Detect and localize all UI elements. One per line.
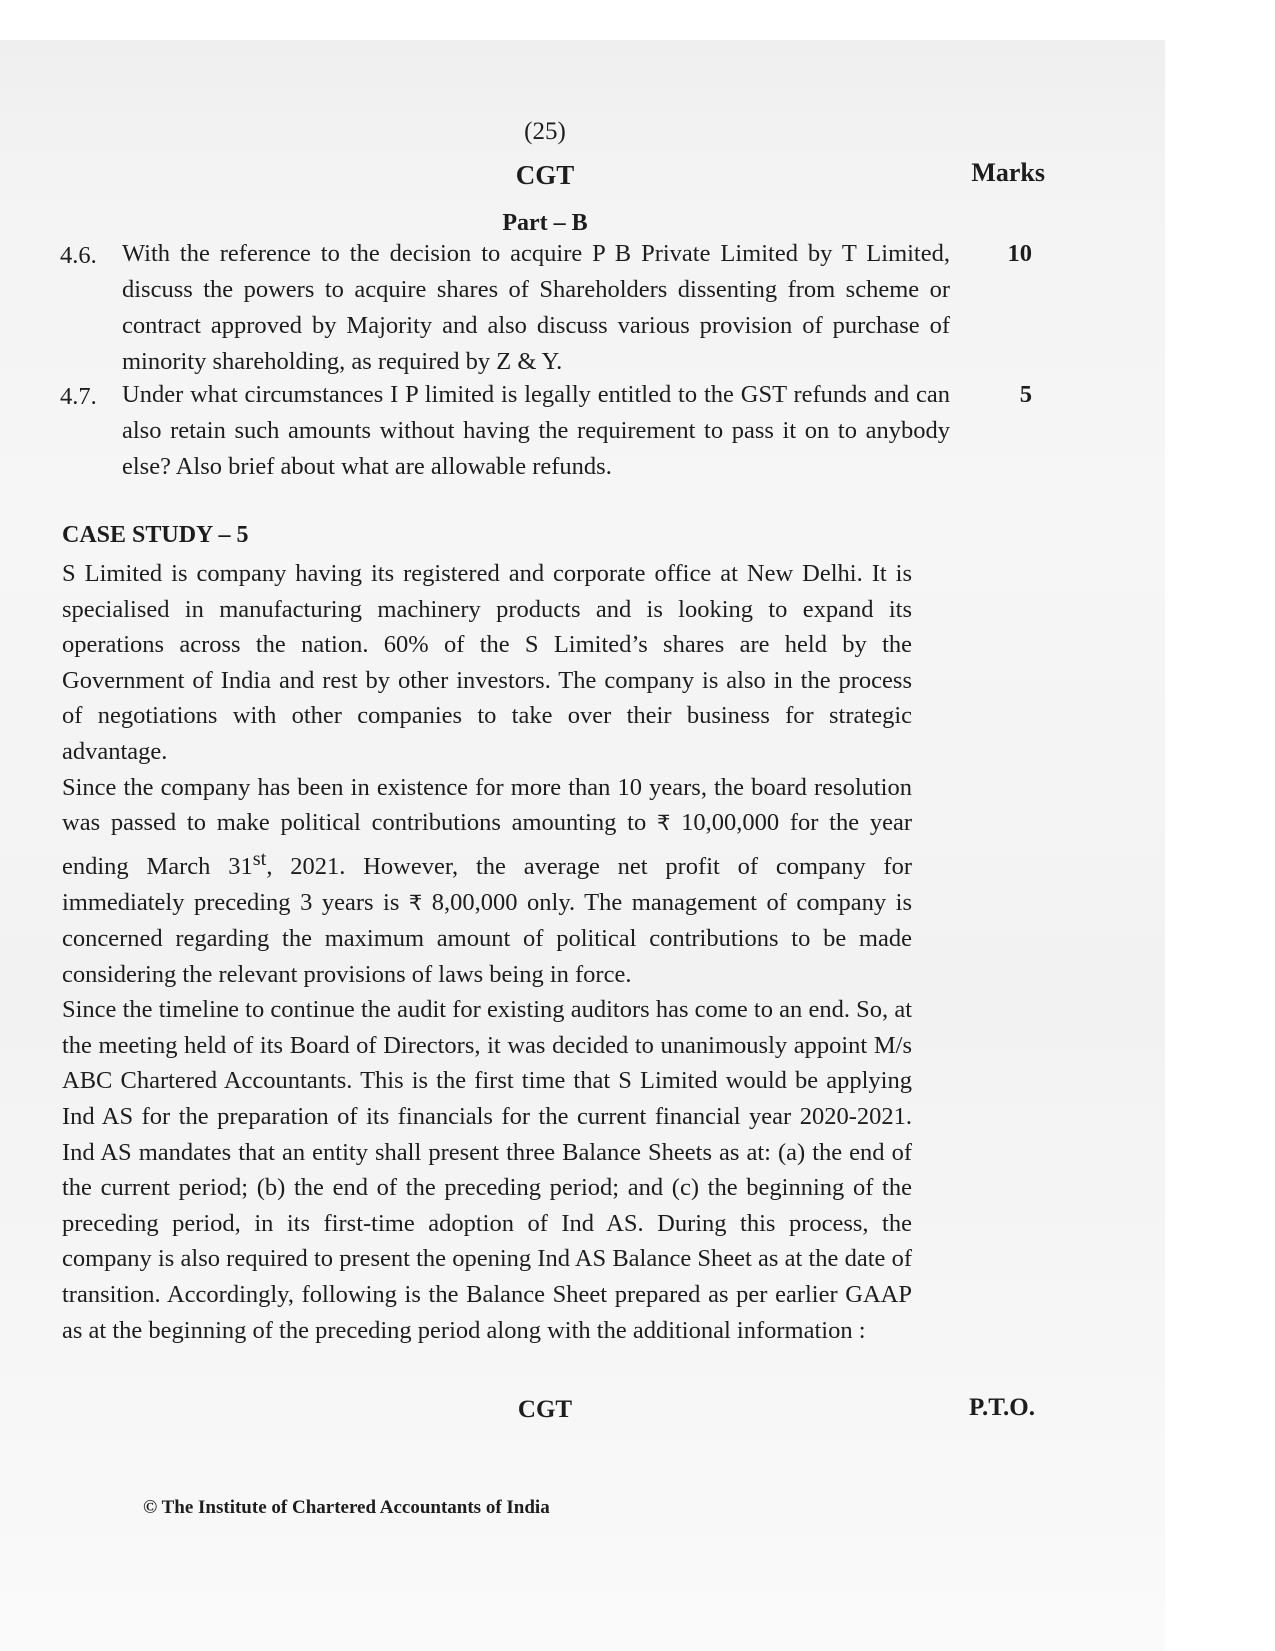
marks-column-header: Marks bbox=[971, 158, 1045, 187]
question-4-6 bbox=[60, 236, 1032, 380]
rupee-symbol: ₹ bbox=[656, 811, 671, 836]
question-number: 4.6. bbox=[60, 242, 97, 269]
case-paragraph-3: Since the timeline to continue the audit for existing auditors has come to an end. So, at the meeting held of its Board of Directors, it was decided to unanimously appoint M/s ABC Chartered Accountants. This is the first time that S Limited would be applying Ind AS for the preparation of its financials for the current financial year 2020-2021. Ind AS mandates that an entity shall present three Balance Sheets as at: (a) the end of the current period; (b) the end of the preceding period; and (c) the beginning of the preceding period, in its first-time adoption of Ind AS. During this process, the company is also required to present the opening Ind AS Balance Sheet as at the date of transition. Accordingly, following is the Balance Sheet prepared as per earlier GAAP as at the beginning of the preceding period along with the additional information : bbox=[62, 996, 912, 1344]
question-marks: 10 bbox=[1007, 240, 1032, 267]
copyright-notice: © The Institute of Chartered Accountants of India bbox=[143, 1497, 550, 1518]
question-text: Under what circumstances I P limited is legally entitled to the GST refunds and can also retain such amounts without having the requirement to pass it on to anybody else? Also brief about what are allowable refunds. bbox=[122, 381, 950, 480]
page-number: (25) bbox=[524, 118, 566, 145]
paragraph-2-text-b: for the year ending March 31 bbox=[62, 809, 912, 880]
question-text: With the reference to the decision to acquire P B Private Limited by T Limited, discuss the powers to acquire shares of Shareholders dissenting from scheme or contract approved by Majority and also discuss various provision of purchase of minority shareholding, as required by Z & Y. bbox=[122, 240, 950, 375]
case-paragraph-1: S Limited is company having its registered and corporate office at New Delhi. It is specialised in manufacturing machinery products and is looking to expand its operations across the nation. 60% of the S Limited’s shares are held by the Government of India and rest by other investors. The company is also in the process of negotiations with other companies to take over their business for strategic advantage. bbox=[62, 560, 912, 765]
question-marks: 5 bbox=[1019, 381, 1032, 408]
political-contribution-amount: 10,00,000 bbox=[681, 809, 780, 837]
rupee-symbol: ₹ bbox=[408, 890, 423, 915]
question-number: 4.7. bbox=[60, 383, 97, 410]
paragraph-2-text-d: only. The management of company is concerned regarding the maximum amount of political contributions to be made considering the relevant provisions of laws being in force. bbox=[62, 888, 913, 988]
footer-pto: P.T.O. bbox=[969, 1394, 1035, 1421]
footer-subject-code: CGT bbox=[517, 1396, 573, 1423]
case-study-title: CASE STUDY – 5 bbox=[62, 522, 249, 548]
date-superscript: st bbox=[252, 847, 267, 870]
header-subject-code: CGT bbox=[515, 160, 575, 190]
paragraph-2-text-a: Since the company has been in existence for more than 10 years, the board resolution was passed to make political contributions amounting to bbox=[62, 773, 912, 837]
average-net-profit-amount: 8,00,000 bbox=[431, 888, 518, 916]
case-study-body bbox=[62, 556, 912, 1348]
question-4-7 bbox=[60, 377, 1032, 485]
paragraph-2-text-c: , 2021. However, the average net profit of company for immediately preceding 3 years is bbox=[62, 852, 913, 916]
case-paragraph-2 bbox=[62, 770, 912, 993]
part-title: Part – B bbox=[502, 210, 588, 236]
